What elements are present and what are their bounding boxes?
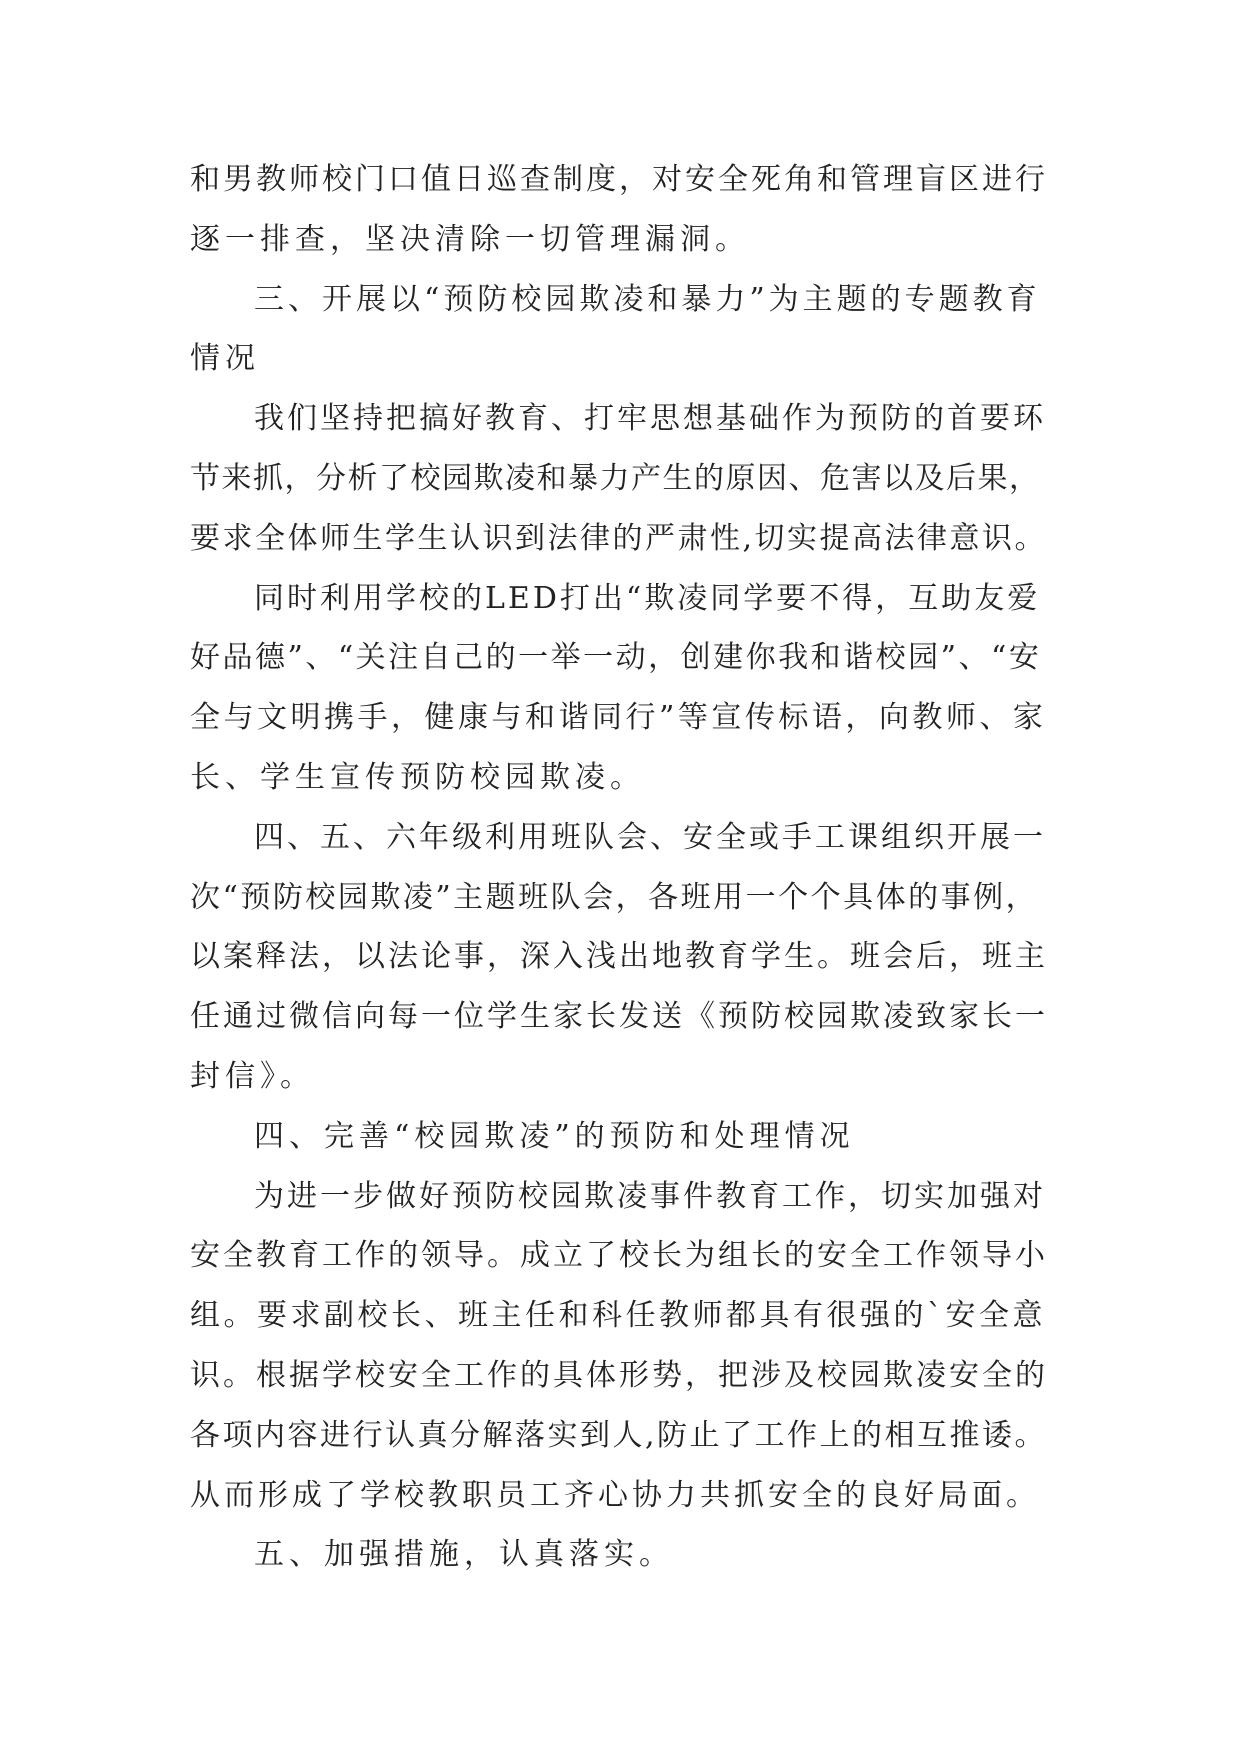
text-line: 我们坚持把搞好教育、打牢思想基础作为预防的首要环: [254, 401, 1046, 437]
text-line: 组。要求副校长、班主任和科任教师都具有很强的`安全意: [190, 1298, 1046, 1334]
text-line: 好品德”、“关注自己的一举一动，创建你我和谐校园”、“安: [190, 640, 1042, 676]
text-line: 四、五、六年级利用班队会、安全或手工课组织开展一: [254, 819, 1046, 855]
text-line: 和男教师校门口值日巡查制度，对安全死角和管理盲区进行: [190, 162, 1048, 197]
text-line: 长、学生宣传预防校园欺凌。: [190, 759, 645, 795]
text-line: 五、加强措施，认真落实。: [254, 1537, 674, 1573]
text-line: 安全教育工作的领导。成立了校长为组长的安全工作领导小: [190, 1238, 1048, 1274]
text-line: 四、完善“校园欺凌”的预防和处理情况: [254, 1118, 855, 1154]
document-body: [190, 150, 1050, 1585]
text-line: 三、开展以“预防校园欺凌和暴力”为主题的专题教育: [254, 281, 1041, 317]
text-line: 为进一步做好预防校园欺凌事件教育工作，切实加强对: [254, 1178, 1046, 1214]
text-line: 识。根据学校安全工作的具体形势，把涉及校园欺凌安全的: [190, 1357, 1048, 1393]
text-line: 从而形成了学校教职员工齐心协力共抓安全的良好局面。: [190, 1477, 1040, 1513]
text-line: 要求全体师生学生认识到法律的严肃性,切实提高法律意识。: [190, 520, 1048, 556]
text-line: 封信》。: [190, 1058, 315, 1094]
text-line: 全与文明携手，健康与和谐同行”等宣传标语，向教师、家: [190, 700, 1047, 736]
text-line: 任通过微信向每一位学生家长发送《预防校园欺凌致家长一: [190, 999, 1048, 1035]
text-line: 次“预防校园欺凌”主题班队会，各班用一个个具体的事例，: [190, 879, 1039, 915]
text-line: 各项内容进行认真分解落实到人,防止了工作上的相互推诿。: [190, 1417, 1048, 1453]
text-line: 情况: [190, 341, 260, 377]
text-line: 同时利用学校的LED打出“欺凌同学要不得，互助友爱: [254, 580, 1041, 616]
text-line: 以案释法，以法论事，深入浅出地教育学生。班会后，班主: [190, 939, 1048, 975]
text-line: 逐一排查，坚决清除一切管理漏洞。: [190, 221, 750, 257]
text-line: 节来抓，分析了校园欺凌和暴力产生的原因、危害以及后果，: [190, 460, 1041, 496]
